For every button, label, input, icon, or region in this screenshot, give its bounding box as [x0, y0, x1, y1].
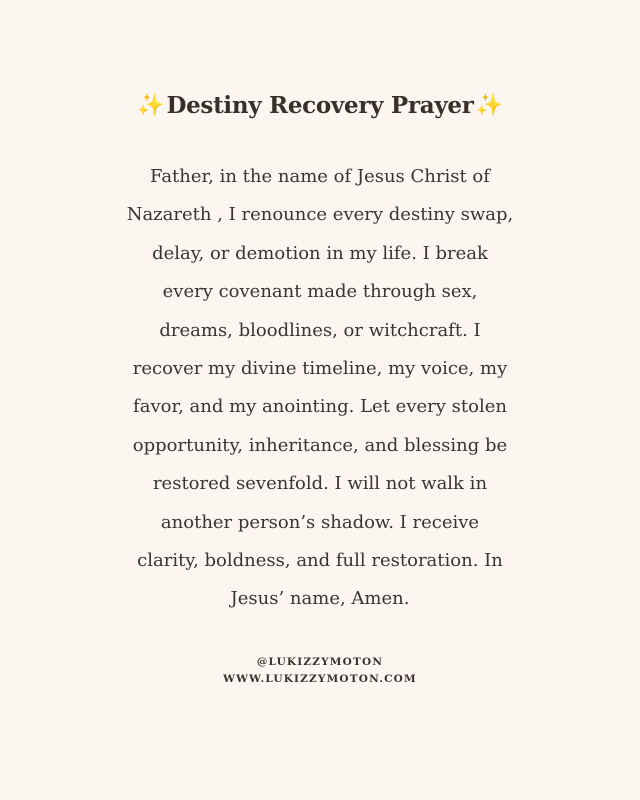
prayer-text: [110, 158, 530, 619]
sparkle-icon: ✨: [475, 92, 503, 118]
prayer-line: favor, and my anointing. Let every stolen: [133, 396, 507, 418]
prayer-line: delay, or demotion in my life. I break: [152, 242, 488, 264]
prayer-line: dreams, bloodlines, or witchcraft. I: [159, 319, 481, 341]
prayer-line: clarity, boldness, and full restoration. In: [137, 550, 503, 572]
prayer-line: every covenant made through sex,: [162, 281, 478, 303]
website-url: WWW.LUKIZZYMOTON.COM: [223, 673, 417, 685]
page-title: Destiny Recovery Prayer: [166, 92, 474, 119]
prayer-line: Nazareth , I renounce every destiny swap,: [126, 204, 514, 226]
prayer-line: Father, in the name of Jesus Christ of: [150, 166, 490, 187]
prayer-line: Jesus’ name, Amen.: [230, 588, 410, 610]
social-handle: @LUKIZZYMOTON: [256, 656, 384, 668]
prayer-line: opportunity, inheritance, and blessing be: [132, 434, 508, 456]
prayer-line: recover my divine timeline, my voice, my: [132, 358, 508, 380]
title-row: [0, 92, 640, 119]
sparkle-icon: ✨: [137, 92, 165, 118]
footer: [0, 654, 640, 688]
prayer-line: restored sevenfold. I will not walk in: [152, 473, 488, 495]
prayer-line: another person’s shadow. I receive: [160, 511, 480, 533]
